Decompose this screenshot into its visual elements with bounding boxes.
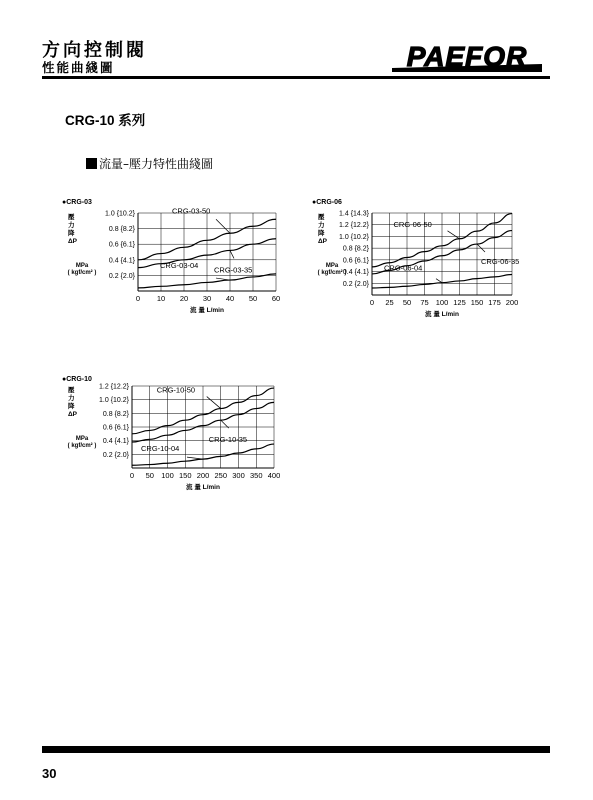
brand-logo (392, 42, 542, 76)
chart-crg-06 (310, 195, 540, 320)
y-axis-label: 力 (68, 395, 75, 402)
y-tick-label: 1.0 {10.2} (105, 210, 135, 218)
series-label: CRG-03-50 (172, 206, 211, 216)
x-tick-label: 50 (402, 298, 412, 307)
x-tick-label: 100 (161, 471, 174, 480)
y-tick-label: 1.2 {12.2} (339, 222, 369, 230)
y-tick-label: 0.6 {6.1} (342, 257, 369, 265)
x-tick-label: 40 (225, 294, 235, 303)
x-tick-label: 350 (249, 471, 263, 480)
series-label: CRG-06-35 (481, 257, 520, 267)
x-tick-label: 0 (135, 294, 141, 303)
x-tick-label: 60 (271, 294, 281, 303)
x-tick-label: 50 (145, 471, 154, 480)
chart-title: ●CRG-10 (62, 376, 92, 383)
y-axis-label: 力 (68, 222, 75, 229)
series-leader-line (207, 397, 221, 409)
bullet-square-icon (86, 158, 97, 169)
y-tick-label: 0.8 {8.2} (108, 226, 135, 234)
series-label: CRG-03-35 (214, 265, 253, 275)
x-tick-label: 0 (129, 471, 135, 480)
series-leader-line (216, 278, 230, 280)
y-tick-label: 0.8 {8.2} (102, 410, 129, 418)
section-title-text: 流量–壓力特性曲綫圖 (99, 157, 214, 171)
y-axis-label: ΔP (318, 238, 328, 245)
chart-title: ●CRG-03 (62, 199, 92, 206)
x-axis-label: 流 量 L/min (186, 484, 220, 491)
y-axis-label: 壓 (318, 214, 325, 221)
y-axis-label: 壓 (68, 214, 75, 221)
x-tick-label: 0 (369, 298, 375, 307)
chart-svg (60, 195, 300, 320)
x-tick-label: 250 (214, 471, 228, 480)
chart-crg-10 (60, 372, 300, 497)
header-rule (42, 76, 550, 79)
footer-rule (42, 746, 550, 753)
series-leader-line (230, 250, 234, 258)
y-axis-unit: ( kgf/cm² ) (317, 270, 347, 276)
x-axis-label: 流 量 L/min (190, 307, 224, 314)
x-tick-label: 175 (488, 298, 501, 307)
x-tick-label: 150 (178, 471, 192, 480)
series-leader-line (216, 219, 230, 233)
section-title (86, 155, 213, 172)
x-tick-label: 20 (179, 294, 189, 303)
x-tick-label: 30 (202, 294, 212, 303)
y-tick-label: 0.6 {6.1} (102, 424, 129, 432)
x-tick-label: 150 (470, 298, 484, 307)
y-tick-label: 1.0 {10.2} (339, 233, 369, 241)
y-tick-label: 0.4 {4.1} (342, 269, 369, 277)
x-tick-label: 400 (267, 471, 281, 480)
series-title: CRG-10 系列 (65, 113, 146, 128)
y-tick-label: 0.2 {2.0} (102, 451, 129, 459)
series-leader-line (187, 457, 203, 459)
y-tick-label: 1.4 {14.3} (339, 210, 369, 218)
series-leader-line (448, 231, 460, 239)
chart-title: ●CRG-06 (312, 199, 342, 206)
y-tick-label: 0.6 {6.1} (108, 241, 135, 249)
chart-crg-03 (60, 195, 300, 320)
y-axis-label: ΔP (68, 411, 78, 418)
y-axis-label: 降 (318, 230, 325, 237)
page-number: 30 (42, 766, 57, 781)
y-tick-label: 0.4 {4.1} (108, 257, 135, 265)
x-tick-label: 100 (435, 298, 449, 307)
logo-text: PAEFOR (406, 42, 528, 72)
series-label: CRG-03-04 (160, 261, 199, 271)
x-tick-label: 125 (453, 298, 466, 307)
y-axis-unit: ( kgf/cm² ) (67, 270, 97, 276)
y-axis-unit: MPa (75, 436, 89, 442)
series-label: CRG-10-35 (208, 435, 248, 445)
chart-svg (60, 372, 300, 497)
x-tick-label: 200 (196, 471, 210, 480)
y-tick-label: 0.4 {4.1} (102, 438, 129, 446)
page-header-subtitle: 性能曲綫圖 (42, 60, 115, 75)
x-tick-label: 25 (385, 298, 394, 307)
x-tick-label: 50 (248, 294, 258, 303)
y-axis-label: 壓 (68, 387, 75, 394)
x-tick-label: 300 (232, 471, 245, 480)
x-tick-label: 75 (420, 298, 429, 307)
series-label: CRG-06-50 (393, 219, 432, 229)
y-axis-unit: MPa (75, 263, 89, 269)
series-leader-line (436, 279, 442, 283)
y-tick-label: 0.8 {8.2} (342, 245, 369, 253)
x-tick-label: 10 (156, 294, 166, 303)
series-label: CRG-10-04 (141, 444, 180, 454)
y-axis-label: ΔP (68, 238, 78, 245)
y-tick-label: 0.2 {2.0} (108, 272, 135, 280)
y-axis-label: 降 (68, 230, 75, 237)
y-tick-label: 0.2 {2.0} (342, 280, 369, 288)
y-tick-label: 1.0 {10.2} (99, 397, 129, 405)
x-axis-label: 流 量 L/min (425, 311, 459, 318)
x-tick-label: 200 (505, 298, 519, 307)
y-axis-label: 力 (318, 222, 325, 229)
y-axis-label: 降 (68, 403, 75, 410)
page-header-title: 方向控制閥 (42, 40, 147, 61)
y-tick-label: 1.2 {12.2} (99, 383, 129, 391)
chart-svg (310, 195, 540, 320)
y-axis-unit: MPa (325, 263, 339, 269)
y-axis-unit: ( kgf/cm² ) (67, 443, 97, 449)
series-label: CRG-06-04 (384, 263, 423, 273)
series-label: CRG-10-50 (156, 385, 196, 395)
